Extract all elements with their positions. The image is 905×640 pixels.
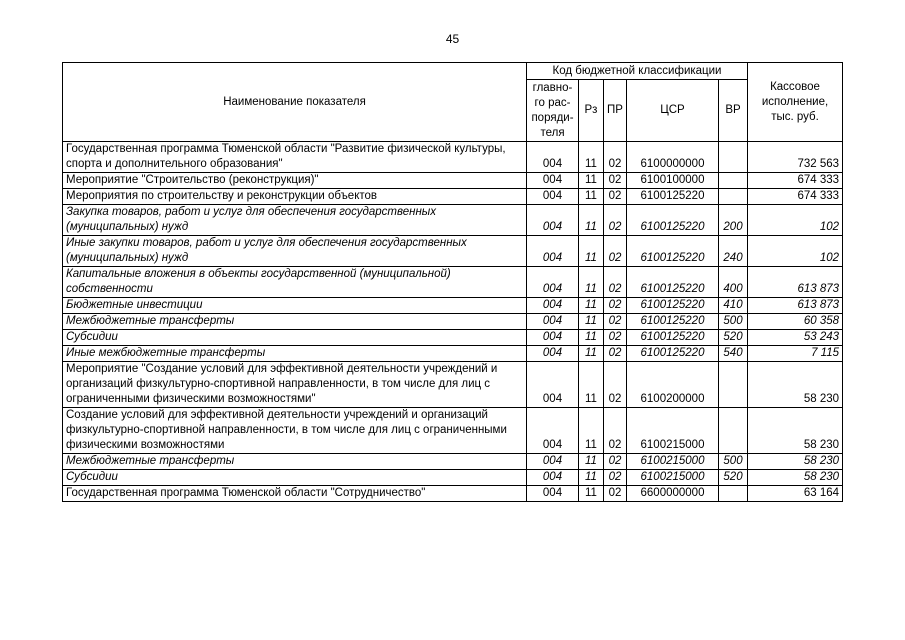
table-row [63, 298, 843, 314]
row-vr: 200 [719, 205, 748, 236]
row-csr: 6100125220 [627, 330, 719, 346]
row-pr: 02 [604, 236, 627, 267]
row-amount: 732 563 [748, 142, 843, 173]
row-name: Государственная программа Тюменской области "Развитие физической культуры, спорта и дополнительного образования" [63, 142, 527, 173]
table-row [63, 142, 843, 173]
row-amount: 53 243 [748, 330, 843, 346]
row-vr: 540 [719, 346, 748, 362]
row-pr: 02 [604, 470, 627, 486]
row-vr: 400 [719, 267, 748, 298]
row-rz: 11 [579, 142, 604, 173]
row-name: Мероприятие "Строительство (реконструкция)" [63, 173, 527, 189]
budget-table [62, 62, 843, 502]
row-vr: 240 [719, 236, 748, 267]
row-glav: 004 [527, 205, 579, 236]
row-amount: 58 230 [748, 454, 843, 470]
row-amount: 58 230 [748, 408, 843, 454]
row-amount: 60 358 [748, 314, 843, 330]
row-glav: 004 [527, 454, 579, 470]
header-pr: ПР [604, 80, 627, 142]
row-pr: 02 [604, 362, 627, 408]
row-name: Иные закупки товаров, работ и услуг для обеспечения государственных (муниципальных) нужд [63, 236, 527, 267]
row-pr: 02 [604, 408, 627, 454]
row-glav: 004 [527, 362, 579, 408]
row-pr: 02 [604, 205, 627, 236]
row-csr: 6100215000 [627, 470, 719, 486]
row-rz: 11 [579, 298, 604, 314]
row-rz: 11 [579, 408, 604, 454]
row-rz: 11 [579, 454, 604, 470]
row-pr: 02 [604, 330, 627, 346]
header-glav: главно-го рас-поряди-теля [527, 80, 579, 142]
row-name: Субсидии [63, 330, 527, 346]
row-name: Капитальные вложения в объекты государственной (муниципальной) собственности [63, 267, 527, 298]
row-csr: 6100100000 [627, 173, 719, 189]
table-row [63, 314, 843, 330]
row-glav: 004 [527, 408, 579, 454]
row-glav: 004 [527, 346, 579, 362]
row-csr: 6100200000 [627, 362, 719, 408]
row-glav: 004 [527, 470, 579, 486]
row-vr: 410 [719, 298, 748, 314]
row-vr [719, 142, 748, 173]
table-row [63, 362, 843, 408]
row-rz: 11 [579, 470, 604, 486]
row-csr: 6100125220 [627, 298, 719, 314]
row-pr: 02 [604, 189, 627, 205]
table-row [63, 408, 843, 454]
row-pr: 02 [604, 142, 627, 173]
row-vr [719, 408, 748, 454]
table-row [63, 486, 843, 502]
row-pr: 02 [604, 298, 627, 314]
row-amount: 674 333 [748, 173, 843, 189]
row-name: Субсидии [63, 470, 527, 486]
row-amount: 58 230 [748, 362, 843, 408]
row-amount: 613 873 [748, 298, 843, 314]
row-rz: 11 [579, 236, 604, 267]
row-rz: 11 [579, 486, 604, 502]
row-name: Бюджетные инвестиции [63, 298, 527, 314]
row-name: Закупка товаров, работ и услуг для обеспечения государственных (муниципальных) нужд [63, 205, 527, 236]
row-amount: 674 333 [748, 189, 843, 205]
row-pr: 02 [604, 346, 627, 362]
row-csr: 6100125220 [627, 205, 719, 236]
row-csr: 6100215000 [627, 454, 719, 470]
row-amount: 63 164 [748, 486, 843, 502]
table-row [63, 346, 843, 362]
row-name: Межбюджетные трансферты [63, 454, 527, 470]
row-vr [719, 362, 748, 408]
row-glav: 004 [527, 267, 579, 298]
header-code-group: Код бюджетной классификации [527, 63, 748, 80]
row-pr: 02 [604, 173, 627, 189]
row-amount: 102 [748, 205, 843, 236]
table-row [63, 470, 843, 486]
row-rz: 11 [579, 189, 604, 205]
table-row [63, 205, 843, 236]
table-row [63, 267, 843, 298]
table-row [63, 173, 843, 189]
row-csr: 6100125220 [627, 346, 719, 362]
row-csr: 6100125220 [627, 314, 719, 330]
header-csr: ЦСР [627, 80, 719, 142]
row-glav: 004 [527, 330, 579, 346]
row-glav: 004 [527, 486, 579, 502]
table-row [63, 454, 843, 470]
row-rz: 11 [579, 346, 604, 362]
row-vr: 520 [719, 330, 748, 346]
row-name: Создание условий для эффективной деятельности учреждений и организаций физкультурно-спортивной направленности, в том числе для лиц с ограниченными физическими возможностями [63, 408, 527, 454]
row-csr: 6100125220 [627, 189, 719, 205]
row-name: Государственная программа Тюменской области "Сотрудничество" [63, 486, 527, 502]
row-glav: 004 [527, 173, 579, 189]
row-rz: 11 [579, 314, 604, 330]
row-vr: 500 [719, 314, 748, 330]
row-glav: 004 [527, 236, 579, 267]
row-vr: 500 [719, 454, 748, 470]
row-name: Мероприятие "Создание условий для эффективной деятельности учреждений и организаций физкультурно-спортивной направленности, в том числе для лиц с ограниченными физическими возможностями" [63, 362, 527, 408]
row-amount: 613 873 [748, 267, 843, 298]
row-vr [719, 486, 748, 502]
row-pr: 02 [604, 486, 627, 502]
row-csr: 6100000000 [627, 142, 719, 173]
table-row [63, 189, 843, 205]
row-csr: 6100125220 [627, 236, 719, 267]
table-row [63, 330, 843, 346]
row-vr: 520 [719, 470, 748, 486]
row-rz: 11 [579, 267, 604, 298]
row-rz: 11 [579, 205, 604, 236]
row-amount: 7 115 [748, 346, 843, 362]
row-glav: 004 [527, 314, 579, 330]
row-vr [719, 189, 748, 205]
row-csr: 6100215000 [627, 408, 719, 454]
table-body [63, 142, 843, 502]
row-name: Мероприятия по строительству и реконструкции объектов [63, 189, 527, 205]
table-row [63, 236, 843, 267]
row-pr: 02 [604, 267, 627, 298]
header-rz: Рз [579, 80, 604, 142]
row-csr: 6600000000 [627, 486, 719, 502]
row-rz: 11 [579, 362, 604, 408]
row-glav: 004 [527, 189, 579, 205]
row-csr: 6100125220 [627, 267, 719, 298]
header-name: Наименование показателя [63, 63, 527, 142]
row-glav: 004 [527, 142, 579, 173]
header-vr: ВР [719, 80, 748, 142]
row-name: Межбюджетные трансферты [63, 314, 527, 330]
row-rz: 11 [579, 173, 604, 189]
header-amount: Кассовое исполнение, тыс. руб. [748, 63, 843, 142]
row-vr [719, 173, 748, 189]
row-amount: 58 230 [748, 470, 843, 486]
page-number: 45 [445, 32, 460, 46]
row-rz: 11 [579, 330, 604, 346]
row-name: Иные межбюджетные трансферты [63, 346, 527, 362]
row-pr: 02 [604, 314, 627, 330]
row-amount: 102 [748, 236, 843, 267]
row-glav: 004 [527, 298, 579, 314]
row-pr: 02 [604, 454, 627, 470]
